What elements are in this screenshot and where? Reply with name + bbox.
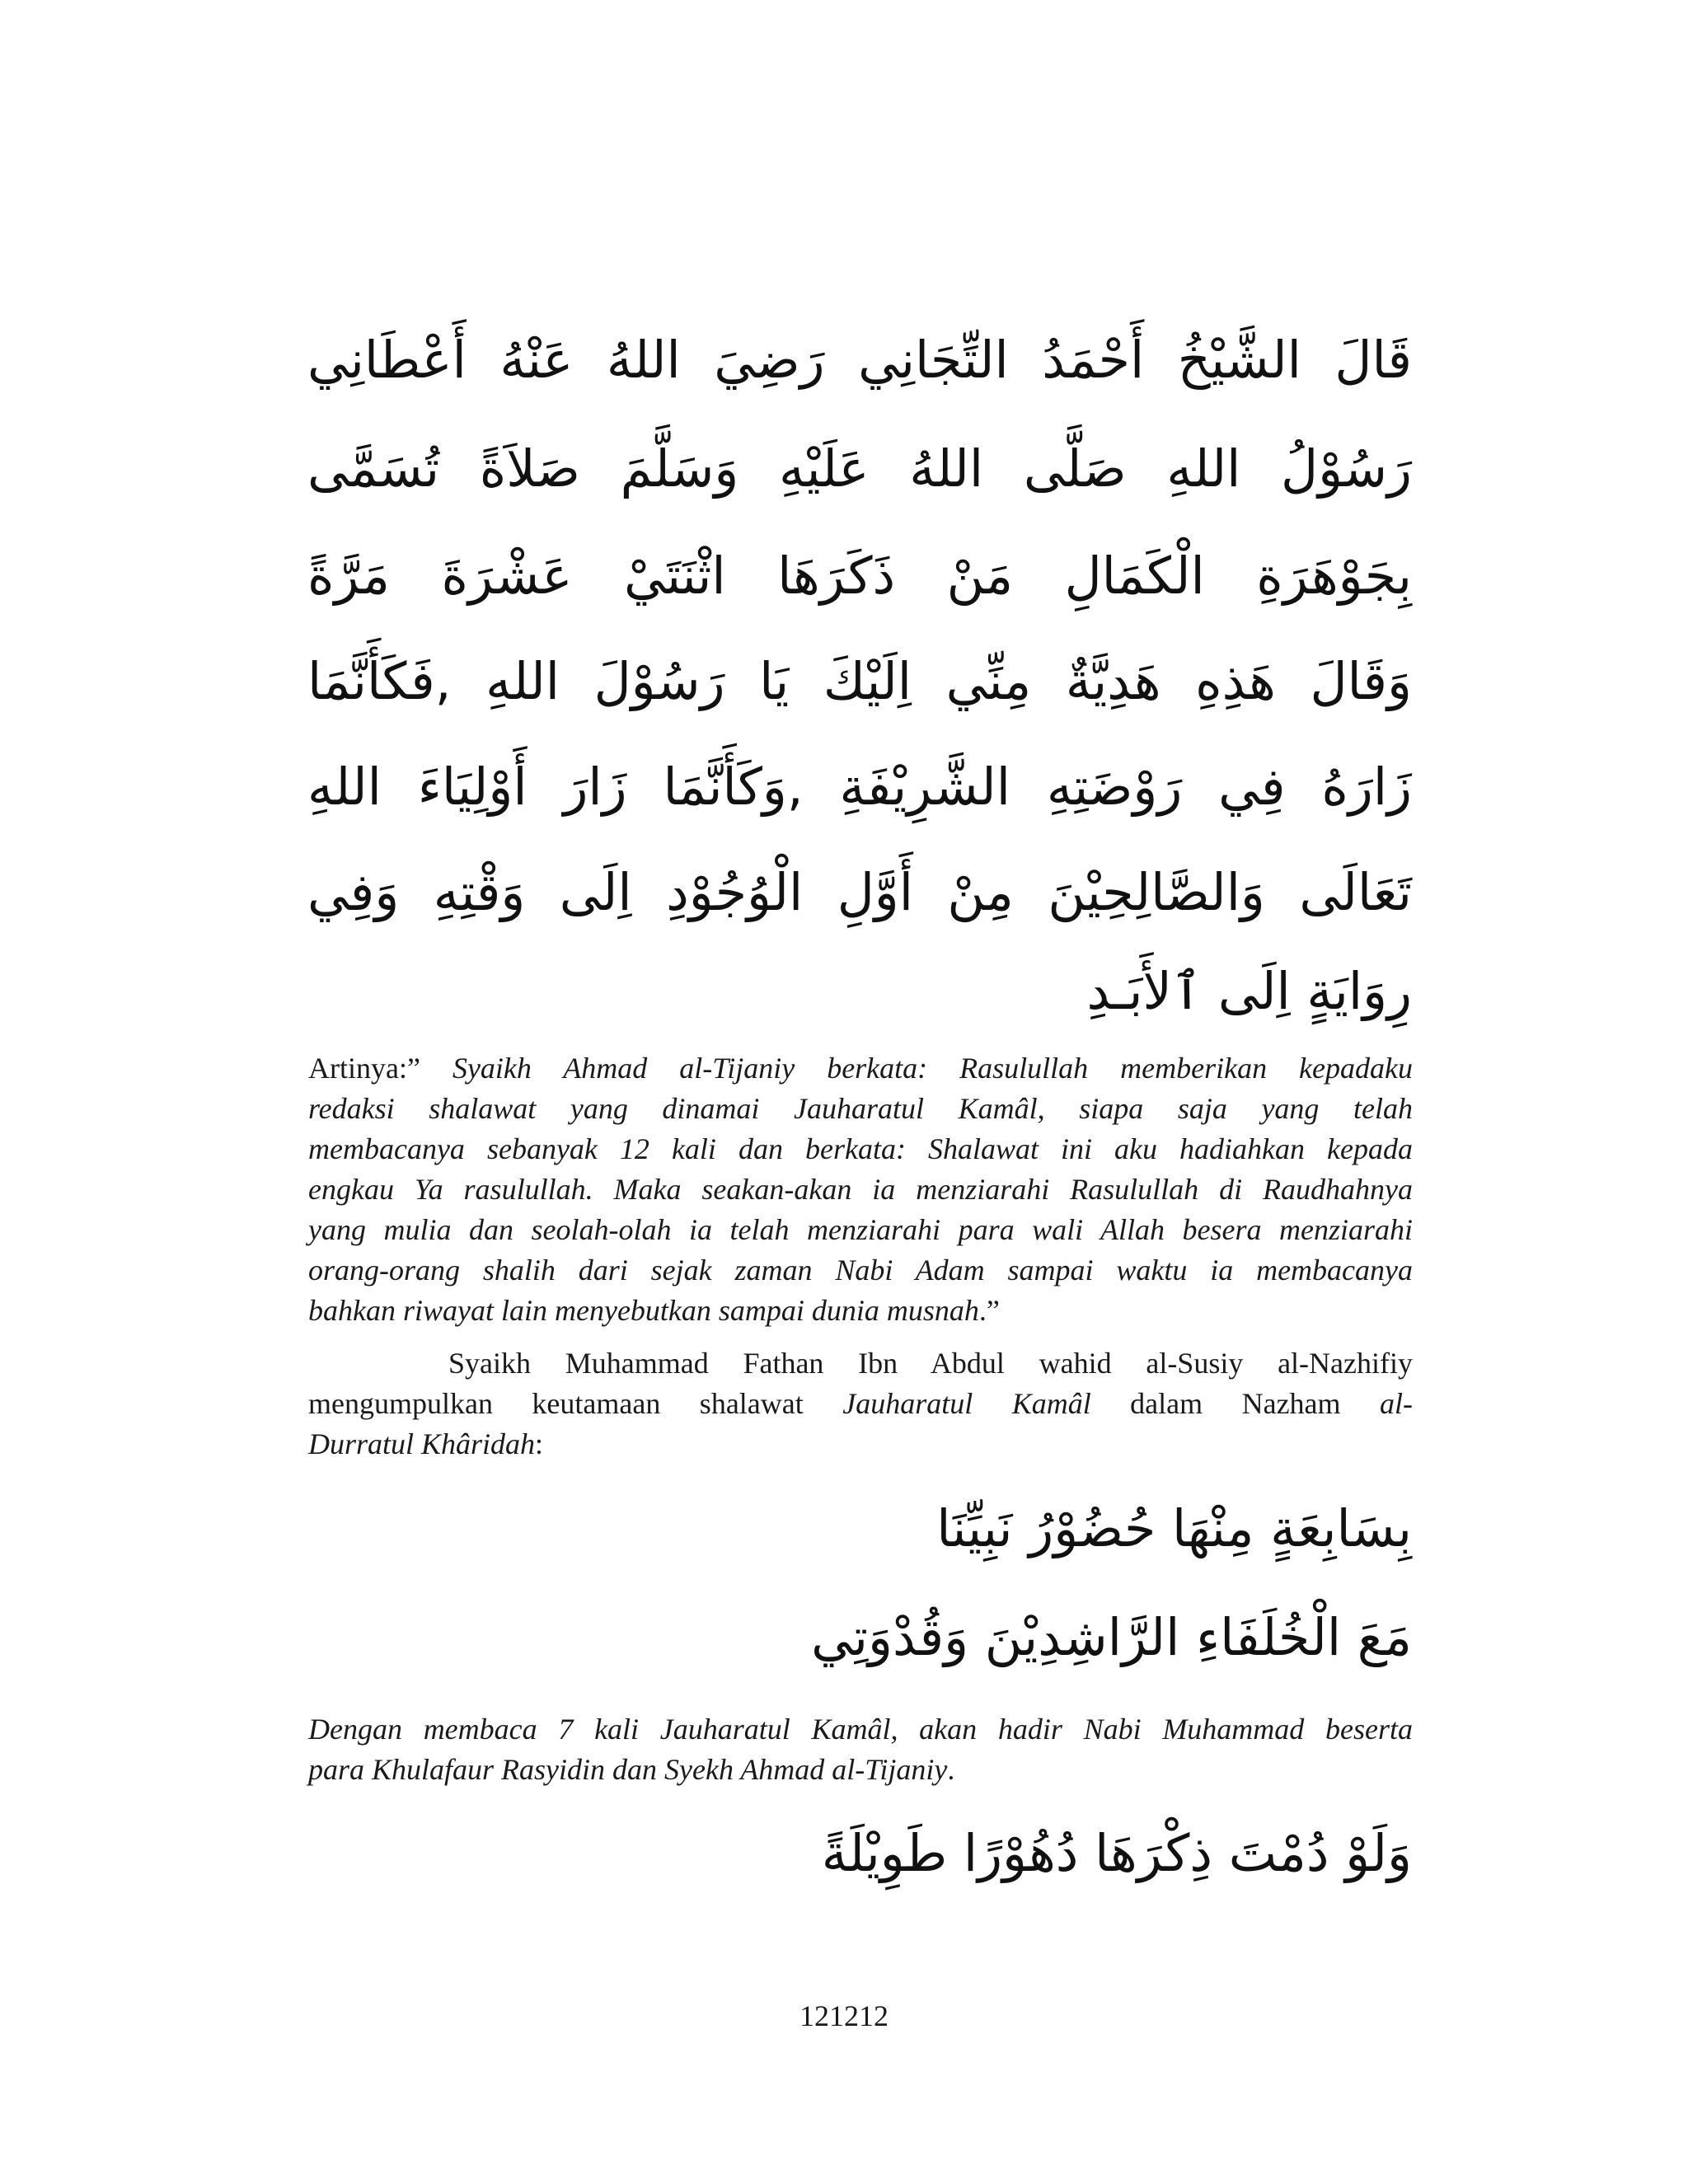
translation-line-4: engkau Ya rasulullah. Maka seakan-akan ia menziarahi Rasulullah di Raudhahnya bbox=[308, 1173, 1413, 1206]
nazham-2-line-1: وَلَوْ دُمْتَ ذِكْرَهَا دُهُوْرًا طَوِيْلَةً bbox=[821, 1823, 1412, 1883]
translation-label: Artinya:” bbox=[308, 1052, 420, 1085]
intro-line-2: mengumpulkan keutamaan shalawat Jauharatul Kamâl dalam Nazham al- bbox=[308, 1387, 1413, 1420]
intro-line-3: Durratul Khâridah: bbox=[308, 1427, 544, 1460]
arabic-line-6: تَعَالَى وَالصَّالِحِيْنَ مِنْ أَوَّلِ الْوُجُوْدِ اِلَى وَقْتِهِ وَفِي bbox=[307, 862, 1412, 922]
intro-line-1: Syaikh Muhammad Fathan Ibn Abdul wahid al-Susiy al-Nazhifiy bbox=[448, 1347, 1413, 1380]
explanation-line-2: para Khulafaur Rasyidin dan Syekh Ahmad al-Tijaniy. bbox=[308, 1753, 955, 1786]
translation-line-6: orang-orang shalih dari sejak zaman Nabi Adam sampai waktu ia membacanya bbox=[308, 1254, 1413, 1286]
arabic-line-7: رِوَايَةٍ اِلَى ٱلأَبَـدِ bbox=[1086, 961, 1412, 1021]
arabic-line-3: بِجَوْهَرَةِ الْكَمَالِ مَنْ ذَكَرَهَا اثْنَتَيْ عَشْرَةَ مَرَّةً bbox=[307, 546, 1412, 606]
nazham-1-line-2: مَعَ الْخُلَفَاءِ الرَّاشِدِيْنَ وَقُدْوَتِي bbox=[811, 1607, 1412, 1667]
arabic-line-1: قَالَ الشَّيْخُ أَحْمَدُ التِّجَانِي رَضِيَ اللهُ عَنْهُ أَعْطَانِي bbox=[307, 330, 1412, 390]
explanation-line-1: Dengan membaca 7 kali Jauharatul Kamâl, akan hadir Nabi Muhammad beserta bbox=[308, 1713, 1413, 1746]
translation-line-1: Artinya:” Syaikh Ahmad al-Tijaniy berkata: Rasulullah memberikan kepadaku bbox=[308, 1052, 1413, 1085]
translation-line-2: redaksi shalawat yang dinamai Jauharatul Kamâl, siapa saja yang telah bbox=[308, 1092, 1413, 1125]
arabic-line-2: رَسُوْلُ اللهِ صَلَّى اللهُ عَلَيْهِ وَسَلَّمَ صَلاَةً تُسَمَّى bbox=[307, 438, 1412, 499]
translation-line-7: bahkan riwayat lain menyebutkan sampai dunia musnah.” bbox=[308, 1294, 1000, 1327]
arabic-line-4: وَقَالَ هَذِهِ هَدِيَّةٌ مِنِّي اِلَيْكَ يَا رَسُوْلَ اللهِ ,فَكَأَنَّمَا bbox=[307, 651, 1412, 711]
translation-line-5: yang mulia dan seolah-olah ia telah menziarahi para wali Allah besera menziarahi bbox=[308, 1213, 1413, 1246]
nazham-1-line-1: بِسَابِعَةٍ مِنْهَا حُضُوْرُ نَبِيِّنَا bbox=[936, 1498, 1412, 1558]
intro-paragraph bbox=[308, 1343, 1413, 1465]
translation-paragraph bbox=[308, 1048, 1413, 1331]
explanation-paragraph bbox=[308, 1709, 1413, 1790]
arabic-line-5: زَارَهُ فِي رَوْضَتِهِ الشَّرِيْفَةِ ,وَكَأَنَّمَا زَارَ أَوْلِيَاءَ اللهِ bbox=[307, 757, 1412, 817]
page-number: 121212 bbox=[799, 1999, 889, 2032]
translation-line-3: membacanya sebanyak 12 kali dan berkata: Shalawat ini aku hadiahkan kepada bbox=[308, 1132, 1413, 1165]
